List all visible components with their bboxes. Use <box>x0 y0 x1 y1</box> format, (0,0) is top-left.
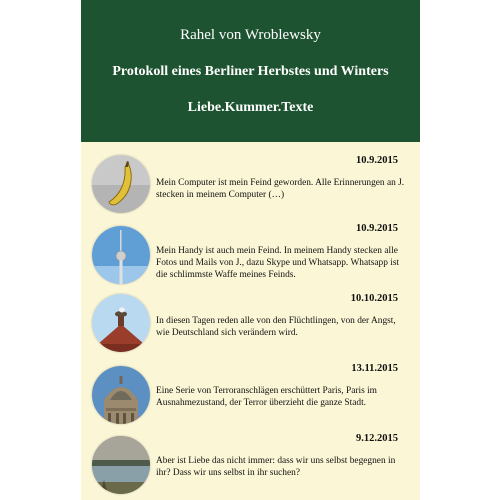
entry-date: 10.9.2015 <box>356 223 398 234</box>
entry-text: Mein Handy ist auch mein Feind. In meinem Handy stecken alle Fotos und Mails von J., dazu Skype und Whatsapp. Whatsapp ist die schlimmste Waffe meines Feinds. <box>156 246 400 280</box>
entry-text: Aber ist Liebe das nicht immer: dass wir uns selbst begegnen in ihr? Dass wir uns selbst in ihr suchen? <box>156 456 396 478</box>
diary-entry <box>81 150 420 222</box>
book-subtitle: Liebe.Kummer.Texte <box>187 100 314 115</box>
diary-entry <box>81 218 420 290</box>
entry-date: 10.10.2015 <box>350 293 398 304</box>
lake-landscape-icon <box>92 436 150 494</box>
author-name: Rahel von Wroblewsky <box>180 27 321 43</box>
entry-text: Mein Computer ist mein Feind geworden. Alle Erinnerungen an J. stecken in meinem Computer (…) <box>156 178 405 200</box>
entry-date: 9.12.2015 <box>356 433 398 444</box>
stork-roof-icon <box>92 294 150 352</box>
entry-text: Eine Serie von Terroranschlägen erschüttert Paris, Paris im Ausnahmezustand, der Terror überzieht die ganze Stadt. <box>156 386 377 408</box>
diary-entry <box>81 428 420 500</box>
diary-entry <box>81 358 420 430</box>
entry-date: 10.9.2015 <box>356 155 398 166</box>
entry-date: 13.11.2015 <box>351 363 398 374</box>
banana-icon <box>92 155 150 213</box>
cathedral-icon <box>92 366 150 424</box>
diary-entry <box>81 288 420 360</box>
book-title: Protokoll eines Berliner Herbstes und Winters <box>112 64 389 79</box>
tv-tower-icon <box>92 226 150 284</box>
book-cover <box>81 0 420 500</box>
entry-text: In diesen Tagen reden alle von den Flüchtlingen, von der Angst, wie Deutschland sich verändern wird. <box>156 316 396 338</box>
cover-header <box>81 0 420 142</box>
